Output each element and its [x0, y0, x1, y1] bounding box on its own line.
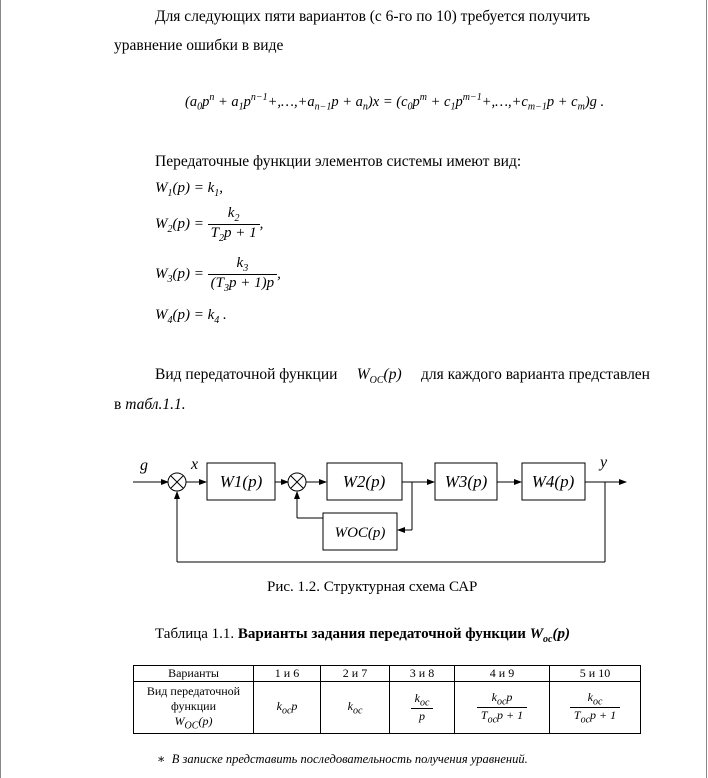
table-row [134, 682, 641, 734]
row-label-cell: Вид передаточной функции $W_{OC}(p)$ [134, 682, 254, 734]
table-caption: Таблица 1.1. Варианты задания передаточной функции $W_{oc}(p)$ [155, 626, 570, 645]
block-woc-label: WOC(p) [334, 525, 386, 541]
block-w2-label: W2(p) [342, 472, 386, 491]
table-cell: $\frac{k_{oc}p}{T_{oc}p + 1}$ [455, 682, 550, 734]
page-border-right [706, 0, 707, 778]
block-diagram [0, 440, 708, 580]
footnote: ∗ В записке представить последовательность получения уравнений. [157, 752, 528, 766]
table-cell: $\frac{k_{oc}}{p}$ [390, 682, 455, 734]
intro-line-1: Для следующих пяти вариантов (с 6-го по 10) требуется получить [155, 8, 591, 25]
block-w4-label: W4(p) [531, 472, 575, 491]
block-w1-label: W1(p) [219, 472, 263, 491]
g-label: g [140, 457, 148, 474]
table-cell: $k_{oc}p$ [254, 682, 321, 734]
w3-formula: $W_3(p)$ = $\frac{k_3}{(T_3p + 1)p}$ , [155, 255, 281, 294]
error-equation: ($a_0p^n$ + $a_1p^{n-1}+,\dots,+a_{n-1}p + a_n)x = (c_0p^m$ + $c_1p^{m-1}+,\dots,+c_{m-1}p + c_m)g$ . [185, 92, 605, 113]
page-border-left [0, 0, 1, 778]
table-cell: $\frac{k_{oc}}{T_{oc}p + 1}$ [550, 682, 641, 734]
table-header-cell: 4 и 9 [455, 666, 550, 682]
variants-table [133, 665, 641, 734]
table-cell: $k_{oc}$ [321, 682, 390, 734]
transfer-heading: Передаточные функции элементов системы имеют вид: [155, 153, 522, 170]
view-line-2: в табл.1.1. [114, 396, 186, 413]
intro-line-2: уравнение ошибки в виде [114, 37, 284, 54]
w4-formula: $W_4(p) = k_4$ . [155, 307, 227, 326]
table-header-cell: 3 и 8 [390, 666, 455, 682]
w2-formula: $W_2(p)$ = $\frac{k_2}{T_2p + 1}$ , [155, 205, 264, 244]
table-header-cell: Варианты [134, 666, 254, 682]
summing-junction-1 [168, 473, 186, 491]
table-header-cell: 2 и 7 [321, 666, 390, 682]
asterisk-icon: ∗ [157, 752, 166, 766]
summing-junction-2 [288, 473, 306, 491]
table-header-row [134, 666, 641, 682]
figure-caption: Рис. 1.2. Структурная схема САР [267, 579, 478, 595]
w1-formula: $W_1(p) = k_1$, [155, 180, 224, 199]
y-label: y [600, 454, 608, 471]
x-label: x [191, 456, 199, 473]
table-header-cell: 5 и 10 [550, 666, 641, 682]
view-line-1: Вид передаточной функции $W_{OC}(p)$ для каждого варианта представлен [155, 366, 650, 387]
table-header-cell: 1 и 6 [254, 666, 321, 682]
woc-symbol: $W_{OC}(p)$ [356, 366, 402, 387]
block-w3-label: W3(p) [444, 472, 488, 491]
